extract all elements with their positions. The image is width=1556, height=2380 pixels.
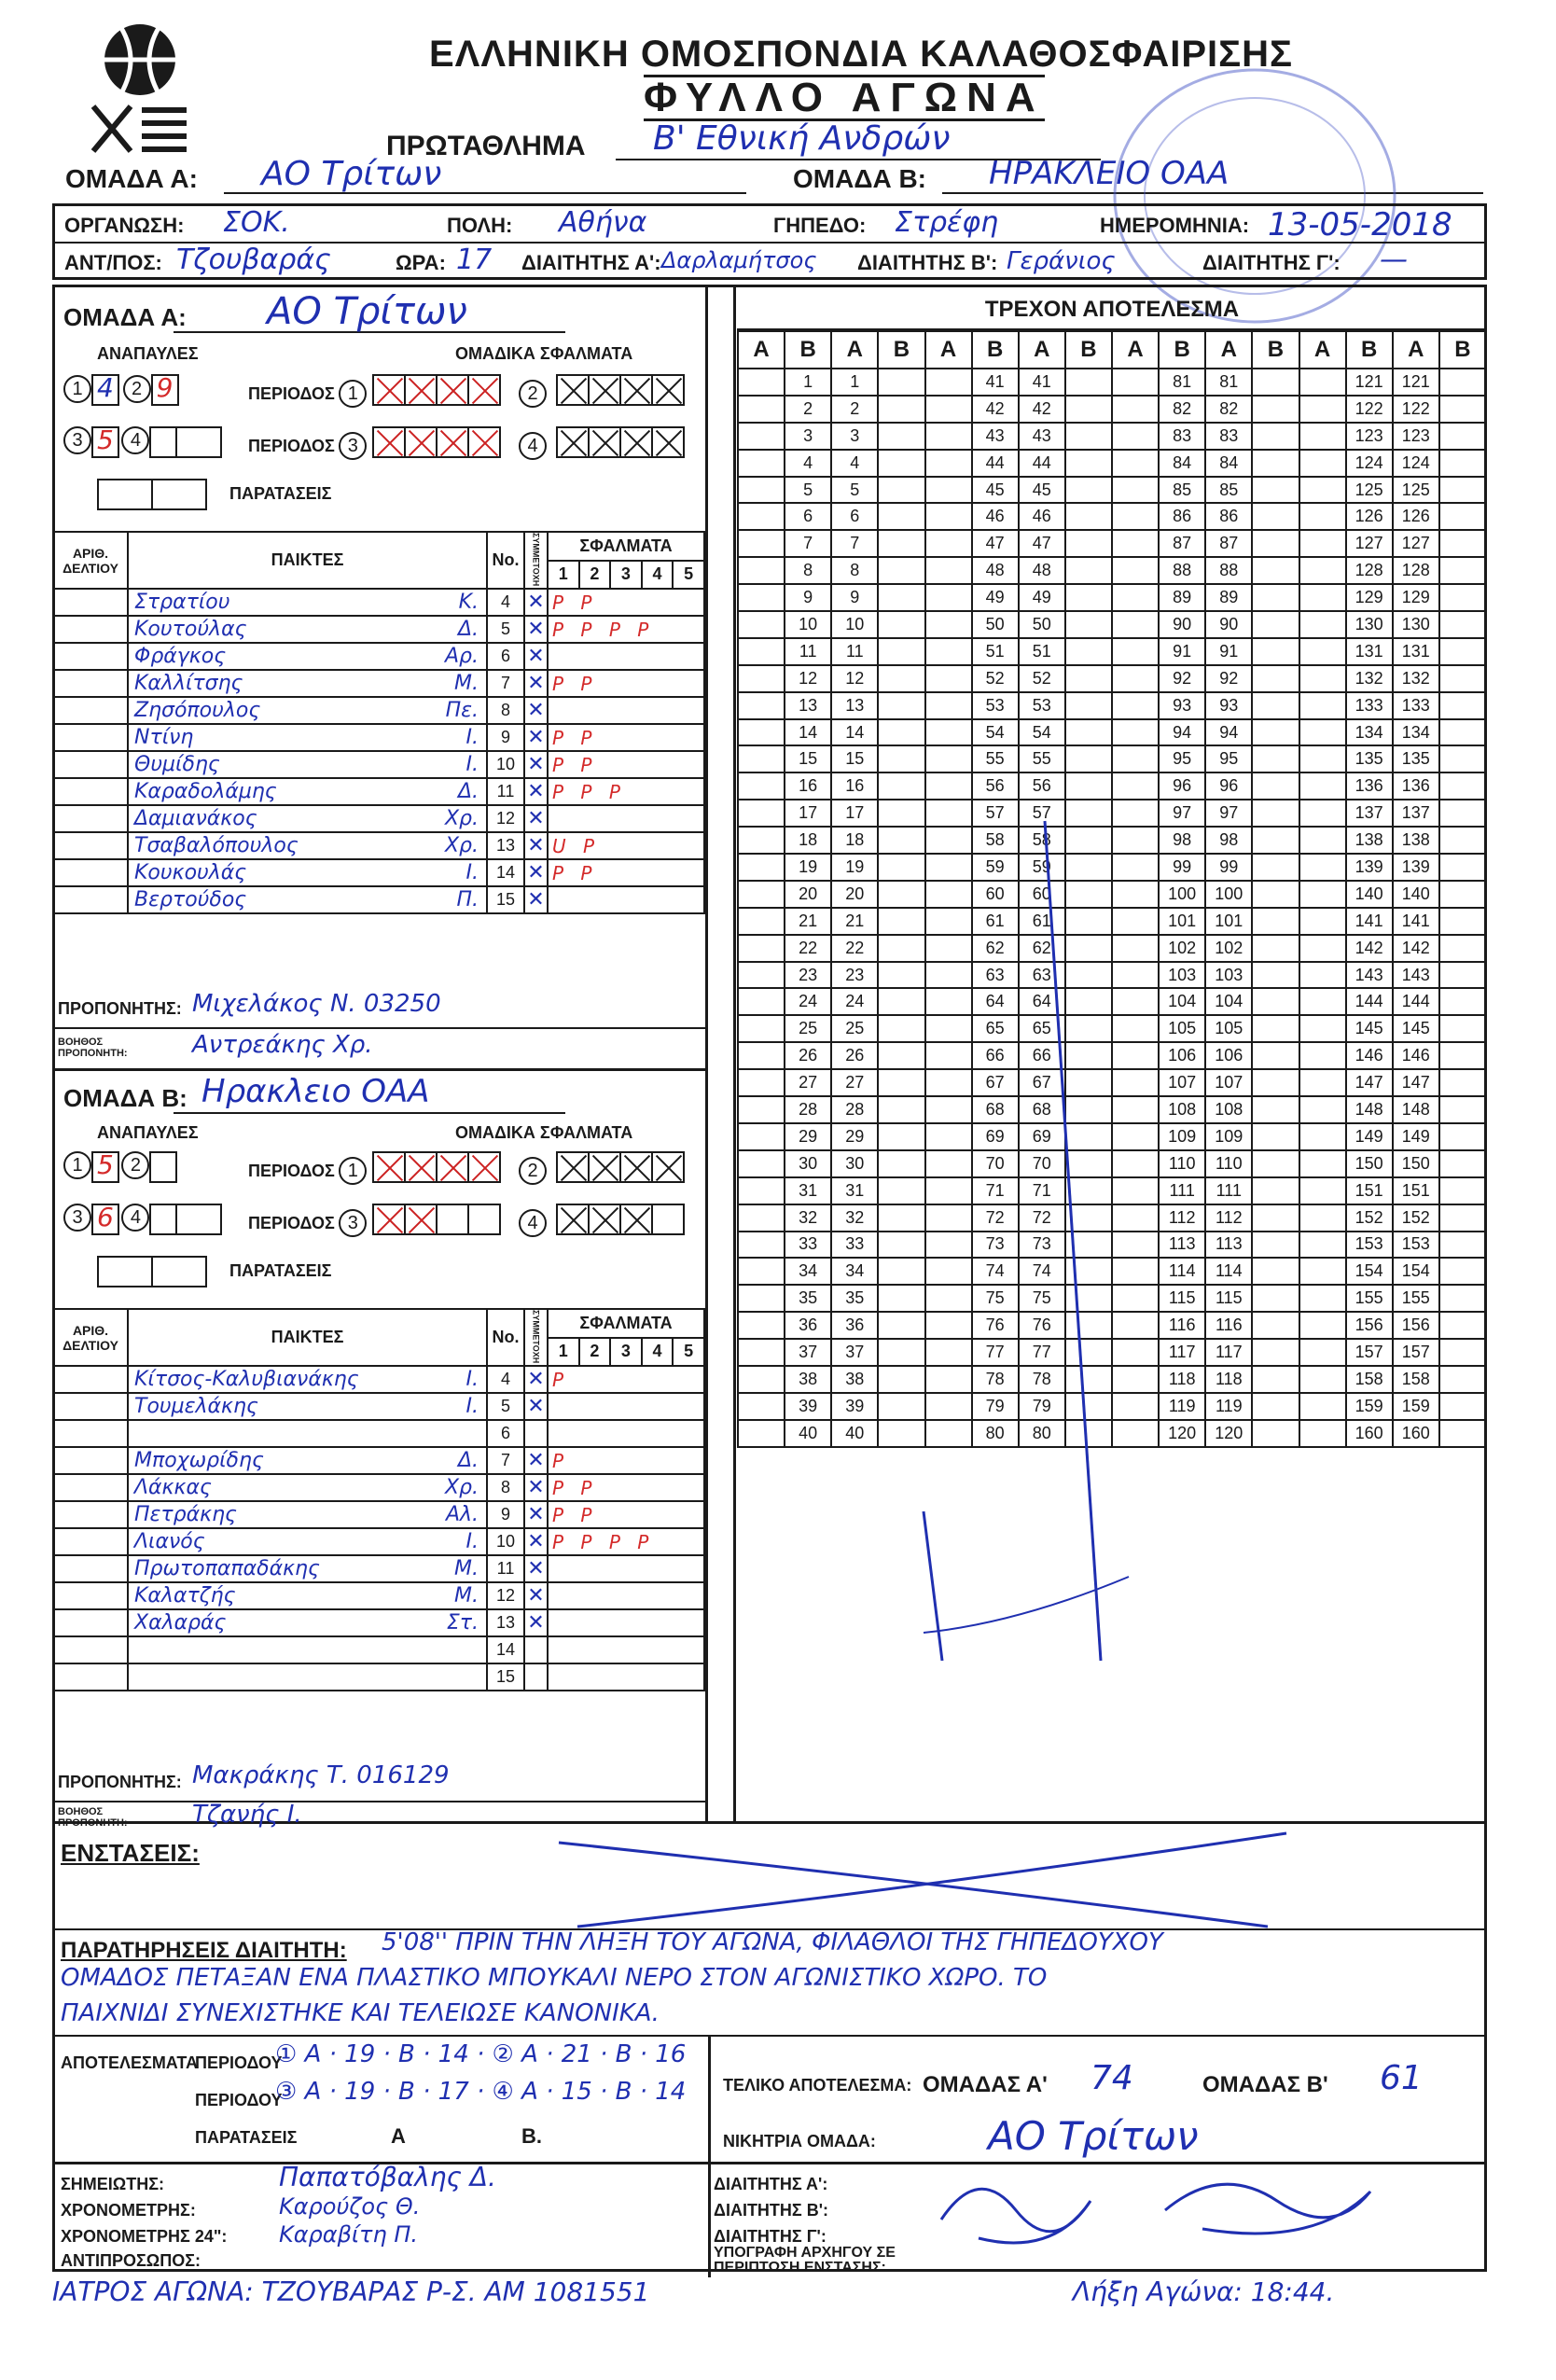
running-score-row: 14 14 54 54 94 94 134 134 [738,719,1486,746]
protest-crossed-out [521,1824,1361,1936]
running-score-col-header: Α [1393,331,1439,369]
player-row: Λάκκας Χρ. 8 ✕ P P [53,1474,704,1501]
team-b-label: ΟΜΑΔΑ Β: [63,1084,188,1112]
remarks-line2: ΟΜΑΔΟΣ ΠΕΤΑΞΑΝ ΕΝΑ ΠΛΑΣΤΙΚΟ ΜΠΟΥΚΑΛΙ ΝΕΡΟ ΣΤΟΝ ΑΓΩΝΙΣΤΙΚΟ ΧΩΡΟ. ΤΟ [61,1964,1048,1992]
player-name: Καλλίτσης Μ. [128,670,487,697]
player-number: 13 [487,832,524,859]
player-number: 4 [487,1366,524,1393]
team-a-assistant-value: Αντρεάκης Χρ. [192,1031,373,1059]
player-row: Τουμελάκης Ι. 5 ✕ [53,1393,704,1420]
player-name: Λάκκας Χρ. [128,1474,487,1501]
final-score-b: 61 [1380,2059,1423,2097]
player-row: Δαμιανάκος Χρ. 12 ✕ [53,805,704,832]
running-score-title: ΤΡΕΧΟΝ ΑΠΟΤΕΛΕΣΜΑ [737,289,1487,330]
player-fouls: U P [548,832,704,859]
player-number: 13 [487,1609,524,1636]
team-a-fouls-p1 [372,374,499,406]
running-score-row: 10 10 50 50 90 90 130 130 [738,611,1486,638]
federation-logo [84,21,196,160]
remarks-line1: 5'08'' ΠΡΙΝ ΤΗΝ ΛΗΞΗ ΤΟΥ ΑΓΩΝΑ, ΦΙΛΑΘΛΟΙ ΤΗΣ ΓΗΠΕΔΟΥΧΟΥ [382,1928,1163,1956]
running-score-row: 35 35 75 75 115 115 155 155 [738,1285,1486,1312]
player-row: Στρατίου Κ. 4 ✕ P P [53,589,704,616]
player-fouls [548,643,704,670]
team-b-panel: ΟΜΑΔΑ Β: Ηρακλειο ΟΑΑ ΑΝΑΠΑΥΛΕΣ ΟΜΑΔΙΚΑ ΣΦΑΛΜΑΤΑ 1 5 2 ΠΕΡΙΟΔΟΣ 1 2 3 6 4 ΠΕΡΙΟΔΟΣ 3 4 ΠΑΡΑΤΑΣΕΙΣ ΑΡΙΘ. ΔΕΛΤΙΟΥ ΠΑΙΚΤΕΣ No. ΣΥΜΜΕΤΟΧΗ ΣΦΑΛΜΑΤΑ 1 2 3 4 5 Κίτσος-Καλυβιανάκης Ι. 4 ✕ P Τουμελάκης Ι. 5 ✕ 6 Μποχωρίδης Δ. 7 ✕ P Λάκκας Χρ. 8 ✕ P P Πετράκης Αλ. 9 ✕ P P Λιανός Ι. 10 ✕ P P P P Πρωτοπαπαδάκης Μ. 11 ✕ Καλατζής Μ. 12 ✕ Χαλαράς Στ. 13 ✕ 14 15 ΠΡΟΠΟΝΗΤΗΣ: Μακράκης Τ. 016129 ΒΟΗΘΟΣ ΠΡΟΠΟΝΗΤΗ: Τζανής Ι. [52,1071,705,1827]
team-a-period1-label: ΠΕΡΙΟΔΟΣ 1 [248,380,367,408]
running-score-col-header: Α [738,331,785,369]
team-a-players-table: ΑΡΙΘ. ΔΕΛΤΙΟΥ ΠΑΙΚΤΕΣ No. ΣΥΜΜΕΤΟΧΗ ΣΦΑΛΜΑΤΑ 1 2 3 4 5 Στρατίου Κ. 4 ✕ P P Κουτούλας Δ. 5 ✕ P P P P Φράγκος Αρ. 6 ✕ Καλλίτσης Μ. 7 ✕ P P Ζησόπουλος Πε. 8 ✕ Ντίνη Ι. 9 ✕ P P Θυμίδης Ι. 10 ✕ P P Καραδολάμης Δ. 11 ✕ P P P Δαμιανάκος Χρ. 12 ✕ Τσαβαλόπουλος Χρ. 13 ✕ U P Κουκουλάς Ι. 14 ✕ P P Βερτούδος Π. 15 ✕ [52,531,705,914]
running-score-row: 28 28 68 68 108 108 148 148 [738,1096,1486,1123]
ref3-value: — [1380,244,1408,276]
team-a-timeouts-row2: 3 5 4 [63,426,220,458]
team-b-fouls-p2 [556,1151,683,1183]
running-score-row: 11 11 51 51 91 91 131 131 [738,638,1486,665]
running-score-col-header: Α [1112,331,1159,369]
ref2-value: Γεράνιος [1007,247,1116,275]
team-b-fouls-p3 [372,1204,499,1235]
player-fouls: P P [548,751,704,778]
running-score-row: 40 40 80 80 120 120 160 160 [738,1420,1486,1447]
team-a-panel: ΟΜΑΔΑ Α: ΑΟ Τρίτων ΑΝΑΠΑΥΛΕΣ ΟΜΑΔΙΚΑ ΣΦΑΛΜΑΤΑ 1 4 2 9 ΠΕΡΙΟΔΟΣ 1 2 3 5 4 ΠΕΡΙΟΔΟΣ 3 4 ΠΑΡΑΤΑΣΕΙΣ ΑΡΙΘ. ΔΕΛΤΙΟΥ ΠΑΙΚΤΕΣ No. ΣΥΜΜΕΤΟΧΗ ΣΦΑΛΜΑΤΑ 1 2 3 4 5 Στρατίου Κ. 4 ✕ P P Κουτούλας Δ. 5 ✕ P P P P Φράγκος Αρ. 6 ✕ Καλλίτσης Μ. 7 ✕ P P Ζησόπουλος Πε. 8 ✕ Ντίνη Ι. 9 ✕ P P Θυμίδης Ι. 10 ✕ P P Καραδολάμης Δ. 11 ✕ P P P Δαμιανάκος Χρ. 12 ✕ Τσαβαλόπουλος Χρ. 13 ✕ U P Κουκουλάς Ι. 14 ✕ P P Βερτούδος Π. 15 ✕ ΠΡΟΠΟΝΗΤΗΣ: Μιχελάκος Ν. 03250 ΒΟΗΘΟΣ ΠΡΟΠΟΝΗΤΗ: Αντρεάκης Χρ. [52,285,705,1078]
running-score-row: 13 13 53 53 93 93 133 133 [738,692,1486,719]
player-number: 15 [487,886,524,913]
team-a-name: ΑΟ Τρίτων [267,290,467,333]
running-score-row: 24 24 64 64 104 104 144 144 [738,988,1486,1015]
player-name: Φράγκος Αρ. [128,643,487,670]
player-number: 9 [487,1501,524,1528]
player-number: 15 [487,1663,524,1691]
championship-label: ΠΡΩΤΑΘΛΗΜΑ [386,131,586,161]
player-number: 9 [487,724,524,751]
player-name: Δαμιανάκος Χρ. [128,805,487,832]
time-label: ΩΡΑ: [396,251,446,274]
player-row: Κουκουλάς Ι. 14 ✕ P P [53,859,704,886]
championship-value: Β' Εθνική Ανδρών [653,119,951,158]
player-name: Τσαβαλόπουλος Χρ. [128,832,487,859]
remarks-line3: ΠΑΙΧΝΙΔΙ ΣΥΝΕΧΙΣΤΗΚΕ ΚΑΙ ΤΕΛΕΙΩΣΕ ΚΑΝΟΝΙΚΑ. [61,1999,660,2027]
player-name: Θυμίδης Ι. [128,751,487,778]
player-fouls [548,1582,704,1609]
player-row: Ζησόπουλος Πε. 8 ✕ [53,697,704,724]
player-number: 11 [487,1555,524,1582]
player-row: Καλλίτσης Μ. 7 ✕ P P [53,670,704,697]
running-score-row: 21 21 61 61 101 101 141 141 [738,908,1486,935]
player-row [53,1636,704,1663]
running-score-col-header: Β [1159,331,1205,369]
player-number: 10 [487,1528,524,1555]
city-label: ΠΟΛΗ: [447,214,513,237]
team-a-timeouts-row1: 1 4 2 9 [63,374,177,406]
final-score-label: ΤΕΛΙΚΟ ΑΠΟΤΕΛΕΣΜΑ: [723,2076,912,2095]
federation-title: ΕΛΛΗΝΙΚΗ ΟΜΟΣΠΟΝΔΙΑ ΚΑΛΑΘΟΣΦΑΙΡΙΣΗΣ [429,34,1294,75]
running-score-row: 38 38 78 78 118 118 158 158 [738,1366,1486,1393]
venue-value: Στρέφη [895,206,999,239]
player-number: 7 [487,670,524,697]
player-name: Μποχωρίδης Δ. [128,1447,487,1474]
player-name: Καραδολάμης Δ. [128,778,487,805]
running-score-col-header: Β [785,331,831,369]
match-info-box [52,203,1487,280]
running-score-row: 25 25 65 65 105 105 145 145 [738,1015,1486,1042]
running-score-row: 3 3 43 43 83 83 123 123 [738,423,1486,450]
running-score-row: 30 30 70 70 110 110 150 150 [738,1150,1486,1177]
player-row: Πρωτοπαπαδάκης Μ. 11 ✕ [53,1555,704,1582]
player-fouls: P P [548,859,704,886]
player-fouls: P P [548,1474,704,1501]
running-score-row: 15 15 55 55 95 95 135 135 [738,745,1486,772]
running-score-row: 7 7 47 47 87 87 127 127 [738,530,1486,557]
player-name: Πρωτοπαπαδάκης Μ. [128,1555,487,1582]
player-row: Θυμίδης Ι. 10 ✕ P P [53,751,704,778]
ref1-label: ΔΙΑΙΤΗΤΗΣ Α': [521,251,661,274]
player-row: Μποχωρίδης Δ. 7 ✕ P [53,1447,704,1474]
ref2-label: ΔΙΑΙΤΗΤΗΣ Β': [857,251,998,274]
player-number: 5 [487,1393,524,1420]
player-fouls [548,1393,704,1420]
player-number: 10 [487,751,524,778]
scorer-value: Παπατόβαλης Δ. [279,2162,496,2192]
player-row: Χαλαράς Στ. 13 ✕ [53,1609,704,1636]
player-number: 14 [487,859,524,886]
running-score-row: 26 26 66 66 106 106 146 146 [738,1042,1486,1069]
team-a-header-label: ΟΜΑΔΑ Α: [65,164,198,193]
running-score-col-header: Α [925,331,972,369]
commissioner-value: Τζουβαράς [176,244,331,276]
doctor-line: ΙΑΤΡΟΣ ΑΓΩΝΑ: ΤΖΟΥΒΑΡΑΣ Ρ-Σ. ΑΜ 1081551 [52,2276,650,2307]
player-name: Κίτσος-Καλυβιανάκης Ι. [128,1366,487,1393]
running-score-row: 39 39 79 79 119 119 159 159 [738,1393,1486,1420]
running-score-row: 12 12 52 52 92 92 132 132 [738,665,1486,692]
player-name [128,1420,487,1447]
running-score-row: 2 2 42 42 82 82 122 122 [738,396,1486,423]
player-row: Καλατζής Μ. 12 ✕ [53,1582,704,1609]
protests-label: ΕΝΣΤΑΣΕΙΣ: [61,1839,200,1867]
player-fouls [548,886,704,913]
player-fouls [548,1555,704,1582]
timer-value: Καρούζος Θ. [279,2193,421,2220]
player-number: 14 [487,1636,524,1663]
running-score-row: 16 16 56 56 96 96 136 136 [738,772,1486,800]
player-name: Καλατζής Μ. [128,1582,487,1609]
player-row: Κουτούλας Δ. 5 ✕ P P P P [53,616,704,643]
player-fouls [548,1663,704,1691]
results-period-3-4: ③ Α · 19 · Β · 17 · ④ Α · 15 · Β · 14 [275,2078,687,2106]
winner-label: ΝΙΚΗΤΡΙΑ ΟΜΑΔΑ: [723,2132,876,2150]
running-score-row: 19 19 59 59 99 99 139 139 [738,854,1486,881]
player-name: Στρατίου Κ. [128,589,487,616]
venue-label: ΓΗΠΕΔΟ: [773,214,867,237]
running-score-row: 27 27 67 67 107 107 147 147 [738,1069,1486,1096]
organizer-label: ΟΡΓΑΝΩΣΗ: [64,214,185,237]
player-fouls: P P [548,1501,704,1528]
shotclock-value: Καραβίτη Π. [279,2221,419,2248]
team-b-header-value: ΗΡΑΚΛΕΙΟ ΟΑΑ [989,155,1230,192]
player-name [128,1663,487,1691]
organizer-value: ΣΟΚ. [223,206,290,239]
running-score-col-header: Α [1299,331,1346,369]
team-a-overtime-label: ΠΑΡΑΤΑΣΕΙΣ [229,484,332,503]
player-name: Πετράκης Αλ. [128,1501,487,1528]
player-number: 8 [487,697,524,724]
player-fouls [548,697,704,724]
running-score-row: 18 18 58 58 98 98 138 138 [738,827,1486,854]
team-b-assistant-value: Τζανής Ι. [192,1801,302,1829]
team-b-coach-value: Μακράκης Τ. 016129 [192,1761,450,1789]
team-a-fouls-p2 [556,374,683,406]
player-fouls: P [548,1447,704,1474]
player-name [128,1636,487,1663]
team-b-timeouts-row2: 3 6 4 [63,1204,220,1235]
team-a-coach-value: Μιχελάκος Ν. 03250 [192,990,441,1018]
player-row [53,1663,704,1691]
player-name: Τουμελάκης Ι. [128,1393,487,1420]
commissioner-label: ΑΝΤ/ΠΟΣ: [64,251,162,274]
date-label: ΗΜΕΡΟΜΗΝΙΑ: [1100,214,1250,237]
ref3-label: ΔΙΑΙΤΗΤΗΣ Γ': [1202,251,1341,274]
team-a-timeouts-label: ΑΝΑΠΑΥΛΕΣ [97,344,199,363]
running-score-row: 32 32 72 72 112 112 152 152 [738,1204,1486,1232]
player-name: Ζησόπουλος Πε. [128,697,487,724]
running-score-row: 8 8 48 48 88 88 128 128 [738,557,1486,584]
player-name: Βερτούδος Π. [128,886,487,913]
date-value: 13-05-2018 [1268,206,1452,244]
team-b-name: Ηρακλειο ΟΑΑ [201,1073,430,1110]
player-name: Ντίνη Ι. [128,724,487,751]
player-fouls: P P P P [548,616,704,643]
player-number: 6 [487,1420,524,1447]
player-fouls: P [548,1366,704,1393]
results-label: ΑΠΟΤΕΛΕΣΜΑΤΑ [61,2053,198,2072]
running-score-row: 6 6 46 46 86 86 126 126 [738,503,1486,530]
running-score-col-header: Β [1346,331,1393,369]
remarks-label: ΠΑΡΑΤΗΡΗΣΕΙΣ ΔΙΑΙΤΗΤΗ: [61,1938,347,1963]
running-score-row: 20 20 60 60 100 100 140 140 [738,881,1486,908]
running-score-row: 9 9 49 49 89 89 129 129 [738,584,1486,611]
team-b-header-label: ΟΜΑΔΑ Β: [793,164,926,193]
running-score-row: 22 22 62 62 102 102 142 142 [738,935,1486,962]
running-score-pen-marks [737,373,1487,1829]
player-row: Φράγκος Αρ. 6 ✕ [53,643,704,670]
player-number: 5 [487,616,524,643]
running-score-col-header: Α [1205,331,1252,369]
team-b-fouls-p4 [556,1204,683,1235]
ref1-value: Δαρλαμήτσος [661,247,817,273]
player-name: Κουτούλας Δ. [128,616,487,643]
player-row: Ντίνη Ι. 9 ✕ P P [53,724,704,751]
player-fouls [548,805,704,832]
player-row: Βερτούδος Π. 15 ✕ [53,886,704,913]
player-fouls: P P [548,670,704,697]
team-b-fouls-p1 [372,1151,499,1183]
player-number: 12 [487,1582,524,1609]
player-fouls: P P P P [548,1528,704,1555]
player-number: 7 [487,1447,524,1474]
player-name: Κουκουλάς Ι. [128,859,487,886]
player-row: Κίτσος-Καλυβιανάκης Ι. 4 ✕ P [53,1366,704,1393]
player-fouls: P P [548,724,704,751]
results-period-1-2: ① Α · 19 · Β · 14 · ② Α · 21 · Β · 16 [275,2040,687,2068]
team-b-players-table: ΑΡΙΘ. ΔΕΛΤΙΟΥ ΠΑΙΚΤΕΣ No. ΣΥΜΜΕΤΟΧΗ ΣΦΑΛΜΑΤΑ 1 2 3 4 5 Κίτσος-Καλυβιανάκης Ι. 4 ✕ P Τουμελάκης Ι. 5 ✕ 6 Μποχωρίδης Δ. 7 ✕ P Λάκκας Χρ. 8 ✕ P P Πετράκης Αλ. 9 ✕ P P Λιανός Ι. 10 ✕ P P P P Πρωτοπαπαδάκης Μ. 11 ✕ Καλατζής Μ. 12 ✕ Χαλαράς Στ. 13 ✕ 14 15 [52,1308,705,1691]
running-score-col-header: Β [878,331,924,369]
team-a-fouls-p3 [372,426,499,458]
player-fouls: P P [548,589,704,616]
player-number: 12 [487,805,524,832]
sheet-title: ΦΥΛΛΟ ΑΓΩΝΑ [644,75,1045,120]
time-value: 17 [456,244,493,276]
team-a-header-value: ΑΟ Τρίτων [261,155,442,193]
end-time: Λήξη Αγώνα: 18:44. [1073,2276,1335,2307]
team-b-timeouts-row1: 1 5 2 [63,1151,175,1183]
player-row: Τσαβαλόπουλος Χρ. 13 ✕ U P [53,832,704,859]
running-score-row: 4 4 44 44 84 84 124 124 [738,450,1486,477]
player-name: Λιανός Ι. [128,1528,487,1555]
running-score-row: 31 31 71 71 111 111 151 151 [738,1177,1486,1204]
running-score-row: 33 33 73 73 113 113 153 153 [738,1232,1486,1259]
running-score-col-header: Α [831,331,878,369]
team-a-assistant-label: ΒΟΗΘΟΣ ΠΡΟΠΟΝΗΤΗ: [58,1037,128,1059]
running-score-col-header: Β [1439,331,1486,369]
running-score-row: 36 36 76 76 116 116 156 156 [738,1312,1486,1339]
final-score-a: 74 [1091,2059,1133,2097]
player-row: Καραδολάμης Δ. 11 ✕ P P P [53,778,704,805]
team-a-label: ΟΜΑΔΑ Α: [63,303,187,331]
player-fouls [548,1609,704,1636]
running-score-row: 29 29 69 69 109 109 149 149 [738,1123,1486,1150]
running-score-row: 1 1 41 41 81 81 121 121 [738,369,1486,396]
winner-value: ΑΟ Τρίτων [988,2113,1199,2159]
running-score-row: 37 37 77 77 117 117 157 157 [738,1339,1486,1366]
bottom-section: ΕΝΣΤΑΣΕΙΣ: ΠΑΡΑΤΗΡΗΣΕΙΣ ΔΙΑΙΤΗΤΗ: 5'08'' ΠΡΙΝ ΤΗΝ ΛΗΞΗ ΤΟΥ ΑΓΩΝΑ, ΦΙΛΑΘΛΟΙ ΤΗΣ ΓΗΠΕΔΟΥΧΟΥ ΟΜΑΔΟΣ ΠΕΤΑΞΑΝ ΕΝΑ ΠΛΑΣΤΙΚΟ ΜΠΟΥΚΑΛΙ ΝΕΡΟ ΣΤΟΝ ΑΓΩΝΙΣΤΙΚΟ ΧΩΡΟ. ΤΟ ΠΑΙΧΝΙΔΙ ΣΥΝΕΧΙΣΤΗΚΕ ΚΑΙ ΤΕΛΕΙΩΣΕ ΚΑΝΟΝΙΚΑ. ΑΠΟΤΕΛΕΣΜΑΤΑ ΠΕΡΙΟΔΟΥ ① Α · 19 · Β · 14 · ② Α · 21 · Β · 16 ΠΕΡΙΟΔΟΥ ③ Α · 19 · Β · 17 · ④ Α · 15 · Β · 14 ΠΑΡΑΤΑΣΕΙΣ Α Β. ΤΕΛΙΚΟ ΑΠΟΤΕΛΕΣΜΑ: ΟΜΑΔΑΣ Α' 74 ΟΜΑΔΑΣ Β' 61 ΝΙΚΗΤΡΙΑ ΟΜΑΔΑ: ΑΟ Τρίτων ΣΗΜΕΙΩΤΗΣ: Παπατόβαλης Δ. ΧΡΟΝΟΜΕΤΡΗΣ: Καρούζος Θ. ΧΡΟΝΟΜΕΤΡΗΣ 24": Καραβίτη Π. ΑΝΤΙΠΡΟΣΩΠΟΣ: ΔΙΑΙΤΗΤΗΣ Α': ΔΙΑΙΤΗΤΗΣ Β': ΔΙΑΙΤΗΤΗΣ Γ': ΥΠΟΓΡΑΦΗ ΑΡΧΗΓΟΥ ΣΕ ΠΕΡΙΠΤΩΣΗ ΕΝΣΤΑΣΗΣ: [52,1824,1487,2272]
running-score-row: 17 17 57 57 97 97 137 137 [738,800,1486,827]
team-a-team-fouls-label: ΟΜΑΔΙΚΑ ΣΦΑΛΜΑΤΑ [455,344,633,363]
referee-signatures [923,2164,1445,2266]
player-fouls [548,1420,704,1447]
team-a-fouls-p4 [556,426,683,458]
team-a-coach-label: ΠΡΟΠΟΝΗΤΗΣ: [58,999,182,1018]
player-row: Πετράκης Αλ. 9 ✕ P P [53,1501,704,1528]
player-number: 8 [487,1474,524,1501]
player-row: Λιανός Ι. 10 ✕ P P P P [53,1528,704,1555]
running-score-row: 23 23 63 63 103 103 143 143 [738,962,1486,989]
running-score-col-header: Β [972,331,1019,369]
player-name: Χαλαράς Στ. [128,1609,487,1636]
running-score-col-header: Β [1252,331,1299,369]
player-number: 11 [487,778,524,805]
player-fouls: P P P [548,778,704,805]
running-score-row: 34 34 74 74 114 114 154 154 [738,1258,1486,1285]
player-row [53,1420,704,1447]
player-number: 4 [487,589,524,616]
running-score-col-header: Α [1019,331,1065,369]
player-fouls [548,1636,704,1663]
running-score-row: 5 5 45 45 85 85 125 125 [738,477,1486,504]
city-value: Αθήνα [559,206,647,239]
player-number: 6 [487,643,524,670]
running-score-col-header: Β [1065,331,1112,369]
